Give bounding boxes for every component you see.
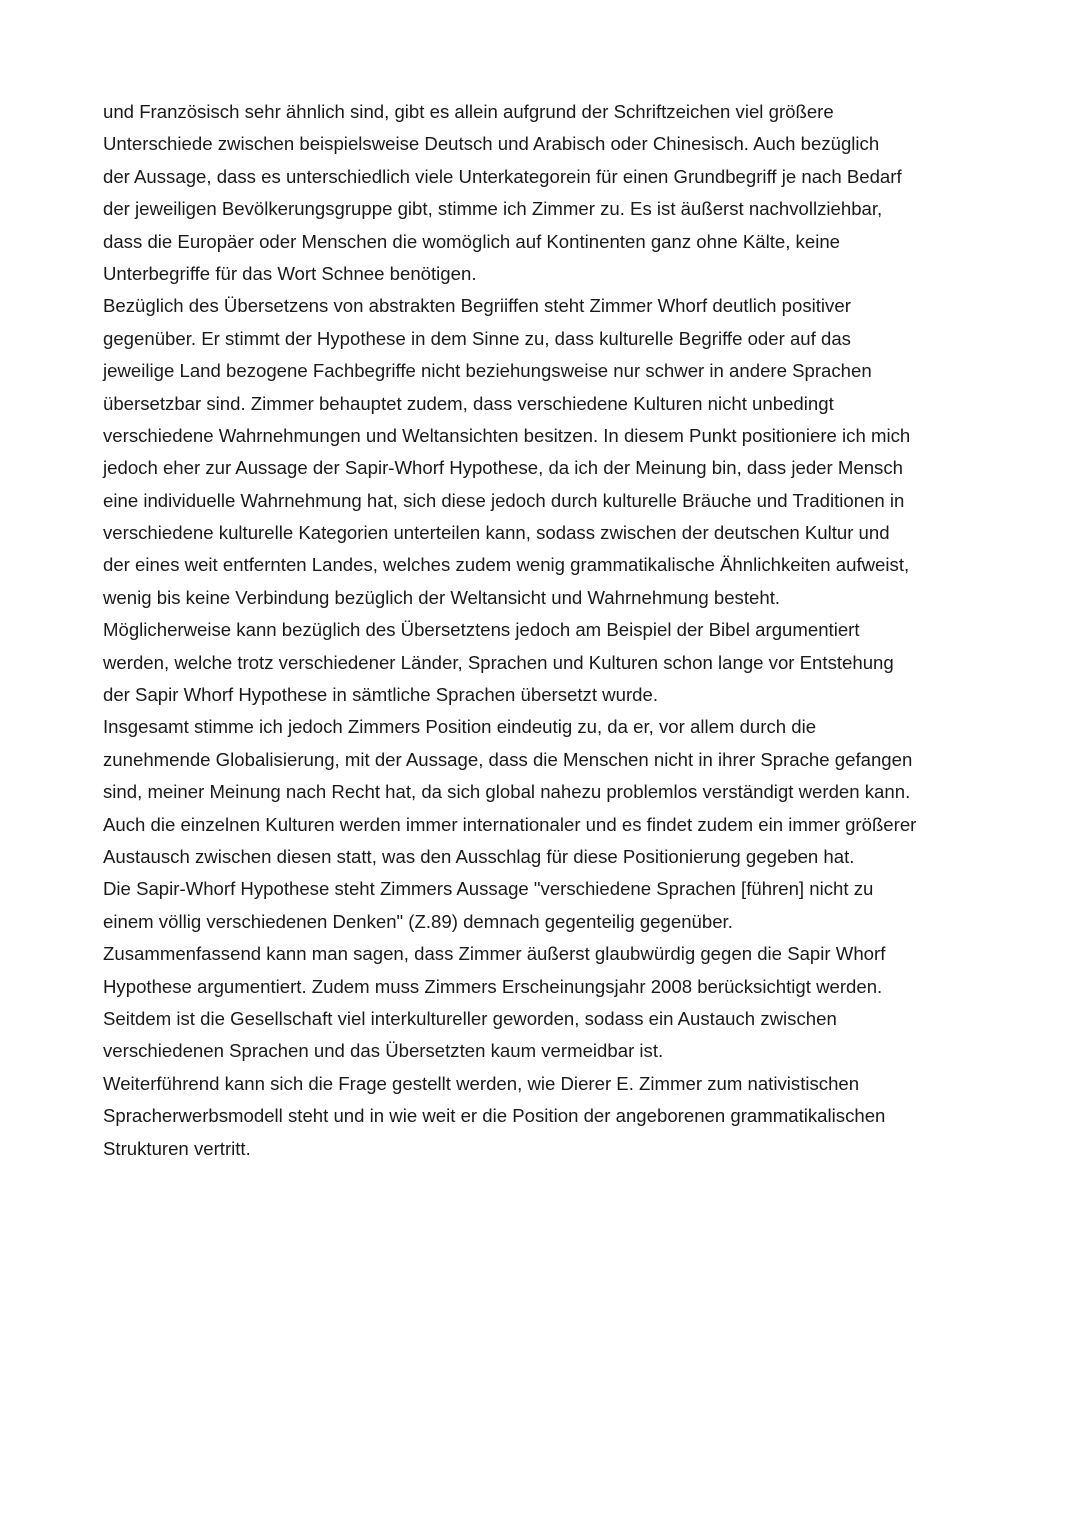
text-line: Zusammenfassend kann man sagen, dass Zimmer äußerst glaubwürdig gegen die Sapir Whorf [103, 943, 886, 965]
text-line: Hypothese argumentiert. Zudem muss Zimmers Erscheinungsjahr 2008 berücksichtigt werden. [103, 975, 883, 997]
text-line: jedoch eher zur Aussage der Sapir-Whorf Hypothese, da ich der Meinung bin, dass jeder Mensch [103, 457, 903, 479]
text-line: Möglicherweise kann bezüglich des Übersetztens jedoch am Beispiel der Bibel argumentiert [103, 619, 860, 641]
text-line: der jeweiligen Bevölkerungsgruppe gibt, stimme ich Zimmer zu. Es ist äußerst nachvollziehbar, [103, 198, 883, 220]
text-line: der eines weit entfernten Landes, welches zudem wenig grammatikalische Ähnlichkeiten aufweist, [103, 554, 910, 576]
document-body [103, 96, 1003, 1165]
text-line: zunehmende Globalisierung, mit der Aussage, dass die Menschen nicht in ihrer Sprache gefangen [103, 748, 913, 770]
text-line: verschiedenen Sprachen und das Übersetzten kaum vermeidbar ist. [103, 1040, 664, 1062]
text-line: Unterschiede zwischen beispielsweise Deutsch und Arabisch oder Chinesisch. Auch bezüglich [103, 133, 880, 155]
text-line: gegenüber. Er stimmt der Hypothese in dem Sinne zu, dass kulturelle Begriffe oder auf das [103, 327, 851, 349]
text-line: Unterbegriffe für das Wort Schnee benötigen. [103, 262, 477, 284]
text-line: eine individuelle Wahrnehmung hat, sich diese jedoch durch kulturelle Bräuche und Traditionen in [103, 489, 905, 511]
text-line: sind, meiner Meinung nach Recht hat, da sich global nahezu problemlos verständigt werden kann. [103, 781, 911, 803]
text-line: Spracherwerbsmodell steht und in wie weit er die Position der angeborenen grammatikalischen [103, 1105, 886, 1127]
text-line: übersetzbar sind. Zimmer behauptet zudem, dass verschiedene Kulturen nicht unbedingt [103, 392, 834, 414]
text-line: Insgesamt stimme ich jedoch Zimmers Position eindeutig zu, da er, vor allem durch die [103, 716, 817, 738]
text-line: der Aussage, dass es unterschiedlich viele Unterkategorein für einen Grundbegriff je nach Bedarf [103, 165, 902, 187]
text-line: Die Sapir-Whorf Hypothese steht Zimmers Aussage "verschiedene Sprachen [führen] nicht zu [103, 878, 874, 900]
text-line: wenig bis keine Verbindung bezüglich der Weltansicht und Wahrnehmung besteht. [103, 586, 781, 608]
text-line: Auch die einzelnen Kulturen werden immer internationaler und es findet zudem ein immer größerer [103, 813, 917, 835]
text-line: Austausch zwischen diesen statt, was den Ausschlag für diese Positionierung gegeben hat. [103, 845, 855, 867]
text-line: der Sapir Whorf Hypothese in sämtliche Sprachen übersetzt wurde. [103, 684, 658, 706]
text-line: werden, welche trotz verschiedener Länder, Sprachen und Kulturen schon lange vor Entstehung [103, 651, 894, 673]
text-line: dass die Europäer oder Menschen die womöglich auf Kontinenten ganz ohne Kälte, keine [103, 230, 841, 252]
text-line: einem völlig verschiedenen Denken" (Z.89) demnach gegenteilig gegenüber. [103, 910, 733, 932]
text-line: verschiedene kulturelle Kategorien unterteilen kann, sodass zwischen der deutschen Kultur und [103, 522, 890, 544]
text-line: jeweilige Land bezogene Fachbegriffe nicht beziehungsweise nur schwer in andere Sprachen [103, 360, 872, 382]
text-line: Bezüglich des Übersetzens von abstrakten Begriiffen steht Zimmer Whorf deutlich positiver [103, 295, 851, 317]
text-line: Strukturen vertritt. [103, 1137, 251, 1159]
text-line: und Französisch sehr ähnlich sind, gibt es allein aufgrund der Schriftzeichen viel größere [103, 101, 834, 122]
text-line: verschiedene Wahrnehmungen und Weltansichten besitzen. In diesem Punkt positioniere ich mich [103, 424, 911, 446]
text-line: Weiterführend kann sich die Frage gestellt werden, wie Dierer E. Zimmer zum nativistischen [103, 1072, 860, 1094]
text-line: Seitdem ist die Gesellschaft viel interkultureller geworden, sodass ein Austauch zwischen [103, 1007, 837, 1029]
